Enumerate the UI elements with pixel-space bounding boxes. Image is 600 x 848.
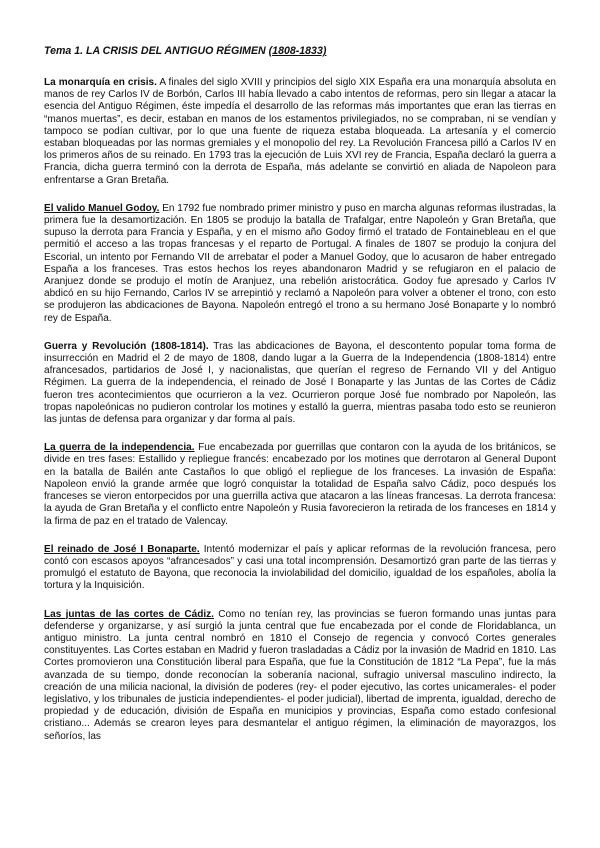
- section-heading: Guerra y Revolución (1808-1814).: [44, 340, 209, 352]
- paragraph-text: la ayuda de Gran Bretaña y el conflicto entre Napoleón y Rusia favorecieron la retirada de los franceses en 1814 y la firma de paz en el: [44, 503, 556, 527]
- paragraph-guerra-independencia: [44, 442, 556, 527]
- document-title: [44, 45, 556, 58]
- paragraph-text: el motín de Aranjuez, una rebelión aristocrática: [174, 276, 396, 288]
- paragraph-valido: [44, 203, 556, 325]
- paragraph-juntas-cadiz: [44, 609, 556, 743]
- paragraph-text: Intentó modernizar el país y aplicar reformas de la revolución francesa, pero contó con escasos apoyos “afrancesados” y casi una total incomprensión. Desamortizó gran parte de las tierras y promulgó el estatuto de Bayona, que reconocia la inviolabilidad del domicilio, igualdad de los españoles, abolía la tortura y la Inquisición.: [44, 543, 556, 592]
- section-heading: El valido Manuel Godoy.: [44, 202, 160, 214]
- paragraph-text: Tras las abdicaciones de Bayona, el descontento popular toma forma de insurrección en Madrid el 2 de mayo de 1808, dando lugar a la Guerra de la Independencia (1808-1814) entre afrancesados, partidarios de José I, y nacionalistas, que querían el regreso de Fernando VII y del Antiguo Régimen. La guerra de la independencia, el reinado de José I Bonaparte y las Juntas de las Cortes de Cádiz fueron tres acontecimientos que ocurrieron a la vez. Ocurrieron porque José fue nombrado por Napoleón, las tropas napoleónicas no pudieron controlar los motines y estalló la guerra, mientras pasaba todo esto se reunieron las juntas de defensa para organizar y dar forma al país.: [44, 340, 556, 426]
- title-dates: (1808-1833): [268, 45, 327, 57]
- paragraph-text: Estallido y repliegue francés: [138, 454, 267, 466]
- paragraph-text: : encabezado por los motines que derrotaron al General Dupont en la batalla de Bailén ante Castaños lo que obligó el repliegue de los franceses.: [44, 454, 556, 478]
- paragraph-text: A finales del siglo XVIII y principios del siglo XIX España era una monarquía absoluta en manos de rey Carlos IV de Borbón, Carlos III había llevado a cabo intentos de reformas, pero sin llegar a atacar la esencia del Antiguo Régimen, éste impedía el desarrollo de las reformas más importantes que eran las tierras en “manos muertas”, es decir, estaban en manos de los estamentos privilegiados, no se compraban, ni se vendían y tampoco se podían cultivar, por lo que una fuente de riqueza estaba bloqueada. La artesanía y el comercio estaban bloqueadas por las normas gremiales y el monopolio del rey. La Revolución Francesa pilló a Carlos IV en los primeros años de su reinado. En 1793 tras la ejecución de Luis XVI rey de Francia, España declaró la guerra a Francia, dicha guerra terminó con la derrota de España, más adelante se convirtió en aliada de Napoleon para enfrentarse a Gran Bretaña.: [44, 77, 556, 186]
- paragraph-text: Fue encabezada por guerrillas que contaron con la ayuda de los británicos, se divide en tres fases:: [44, 442, 556, 466]
- section-heading: Las juntas de las cortes de Cádiz.: [44, 608, 214, 620]
- paragraph-text: Napoleon envió la grande armée que logró conquistar la totalidad de España salvo Cádiz, poco después los franceses se vieron entorpecidos por una guerrilla activa que atacaron a las líneas francesas.: [44, 478, 556, 503]
- section-heading: La monarquía en crisis.: [44, 77, 157, 88]
- paragraph-guerra-revolucion: [44, 341, 556, 426]
- paragraph-text: En 1792 fue nombrado primer ministro y puso en marcha algunas reformas ilustradas, la primera fue la desamortización. En 1805 se produjo la batalla de Trafalgar, entre Napoleón y Gran Bretaña, que supuso la derrota para Francia y España, y en el mismo año Godoy firmó el tratado de Fontainebleau en el que permitió el acceso a las tropas francesas y el reparto de Portugal. A finales de 1807 se produjo la conjura del Escorial, un intento por Fernando VII de arrebatar el poder a Manuel Godoy, que lo acusaron de haber entregado España a los franceses. Tras estos hechos los reyes abandonaron Madrid y se refugiaron en el palacio de Aranjuez donde se produjo: [44, 202, 556, 288]
- paragraph-text: . Godoy fue apresado y Carlos IV abdicó en su hijo Fernando, Carlos IV se arrepintió y reclamó a Napoleón para volver a obtener el trono, con esto se produjeron las abdicaciones de Bayona. Napoleón entregó el trono a su hermano José Bonaparte y lo nombró rey de España.: [44, 276, 556, 324]
- paragraph-text: La invasión de España:: [444, 466, 557, 478]
- paragraph-monarquia: [44, 77, 556, 187]
- paragraph-text: La derrota francesa:: [465, 491, 557, 503]
- document-body: [44, 77, 556, 743]
- paragraph-text: Como no tenían rey, las provincias se fueron formando unas juntas para defenderse y organizarse, y así surgió la junta central que fue encabezada por el conde de Floridablanca, un antiguo ministro. La junta central nombró en 1810 el Consejo de regencia y convocó Cortes generales constituyentes. Las Cortes estaban en Madrid y fueron trasladadas a Cádiz por la invasión de Madrid en 1810. Las Cortes promovieron una Constitución liberal para España, que fue la Constitución de 1812 “La Pepa”, fue la más avanzada de su tiempo, donde reconocían la soberanía nacional, sufragio universal masculino indirecto, la creación de una milicia nacional, la división de poderes (rey- el poder ejecutivo, las cortes unicamerales- el poder legislativo, y los tribunales de justicia independientes- el poder judicial), libertad de imprenta, igualdad, derecho de propiedad y de educación, división de España en municipios y provincias, España como estado confesional cristiano... Además se crearon leyes para desmantelar el antiguo régimen, la eliminación de mayorazgos, los señoríos, las: [44, 608, 556, 742]
- paragraph-reinado-jose: [44, 544, 556, 593]
- paragraph-text: tratado de Valencay.: [137, 515, 228, 527]
- section-heading: La guerra de la independencia.: [44, 442, 195, 454]
- section-heading: El reinado de José I Bonaparte.: [44, 543, 200, 555]
- title-main: Tema 1. LA CRISIS DEL ANTIGUO RÉGIMEN: [44, 45, 269, 57]
